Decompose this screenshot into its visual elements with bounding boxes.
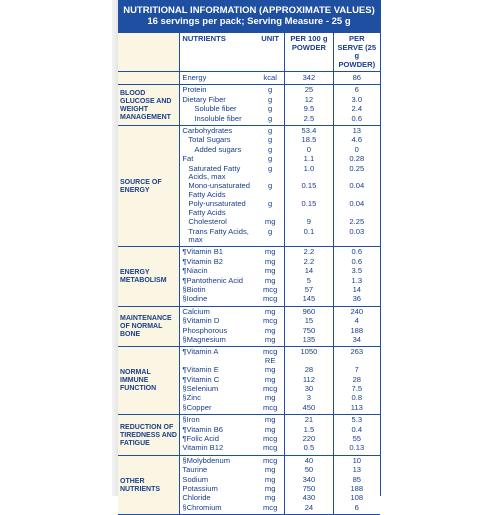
- value-per-100g: 0.5: [285, 443, 333, 455]
- value-per-serve: 10: [333, 455, 380, 465]
- energy-category-cell: [118, 72, 180, 85]
- value-per-100g: 18.5: [285, 135, 333, 144]
- value-per-100g: 2.2: [285, 257, 333, 266]
- nutrient-unit: mg: [264, 484, 276, 494]
- nutrient-unit: g: [268, 181, 273, 191]
- nutrient-name: Insoluble fiber: [180, 114, 256, 126]
- nutrient-unit: g: [268, 154, 273, 164]
- value-per-100g: 24: [285, 503, 333, 515]
- value-per-100g: 14: [285, 266, 333, 275]
- value-per-serve: 113: [333, 403, 380, 415]
- value-per-100g: 1.5: [285, 425, 333, 434]
- table-body: [118, 72, 380, 515]
- unit-column-header: UNIT: [256, 33, 285, 72]
- value-per-serve: 0.13: [333, 443, 380, 455]
- value-per-serve: 86: [333, 72, 380, 85]
- nutrient-name: Carbohydrates: [182, 126, 233, 136]
- value-per-serve: 263: [333, 347, 380, 365]
- nutrients-column-header: NUTRIENTS: [180, 33, 256, 72]
- value-per-serve: 1.3: [333, 276, 380, 285]
- nutrient-unit: mg: [264, 424, 276, 434]
- value-per-serve: 0.03: [333, 227, 380, 247]
- nutrient-name: Soluble fiber: [194, 104, 237, 114]
- nutrient-unit: mg: [264, 275, 276, 285]
- value-per-100g: 25: [285, 85, 333, 95]
- value-per-100g: 960: [285, 306, 333, 316]
- nutrient-unit: mcg: [262, 284, 278, 294]
- value-per-100g: 28: [285, 365, 333, 374]
- nutrient-unit: g: [268, 144, 273, 154]
- value-per-serve: 13: [333, 126, 380, 136]
- value-per-serve: 0.28: [333, 154, 380, 163]
- nutrient-unit: g: [256, 114, 285, 126]
- perserve-column-header: PER SERVE (25 g POWDER): [333, 33, 380, 72]
- nutrient-unit: mg: [264, 474, 276, 484]
- value-per-100g: 2.2: [285, 247, 333, 257]
- table-header-row: [118, 33, 380, 72]
- table-row: [118, 126, 380, 136]
- nutrient-name: ¶Vitamin C: [182, 374, 220, 384]
- panel-header: [118, 0, 380, 33]
- value-per-serve: 3.5: [333, 266, 380, 275]
- category-label: NORMAL IMMUNE FUNCTION: [118, 347, 180, 415]
- value-per-serve: 0.25: [333, 164, 380, 182]
- value-per-100g: 12: [285, 95, 333, 104]
- nutrient-unit: mcg: [256, 294, 285, 306]
- nutrient-unit: mcg: [256, 443, 285, 455]
- value-per-serve: 85: [333, 475, 380, 484]
- nutrient-name: Fat: [182, 154, 194, 164]
- per100-column-header: PER 100 g POWDER: [285, 33, 333, 72]
- nutrient-unit: g: [268, 104, 273, 114]
- nutrient-unit: g: [268, 85, 273, 95]
- value-per-serve: 2.25: [333, 217, 380, 226]
- value-per-serve: 0.4: [333, 425, 380, 434]
- value-per-serve: 188: [333, 484, 380, 493]
- nutrient-name: ¶Vitamin B6: [182, 424, 224, 434]
- nutrient-unit: mcg: [256, 503, 285, 515]
- value-per-100g: 57: [285, 285, 333, 294]
- value-per-100g: 220: [285, 434, 333, 443]
- nutrient-name: §Molybdenum: [182, 455, 231, 465]
- value-per-100g: 0: [285, 145, 333, 154]
- value-per-100g: 342: [285, 72, 333, 85]
- nutrient-name: §Chromium: [180, 503, 256, 515]
- nutrient-name: §Biotin: [182, 284, 206, 294]
- value-per-100g: 1.1: [285, 154, 333, 163]
- value-per-100g: 1.0: [285, 164, 333, 182]
- category-label: SOURCE OF ENERGY: [118, 126, 180, 247]
- value-per-serve: 6: [333, 85, 380, 95]
- header-serving-info: 16 servings per pack; Serving Measure - 25 g: [147, 16, 351, 27]
- nutrient-name: ¶Vitamin A: [182, 347, 219, 357]
- value-per-serve: 34: [333, 335, 380, 347]
- nutrient-unit: mg: [264, 465, 276, 475]
- nutrient-name: Energy: [180, 72, 256, 85]
- value-per-serve: 28: [333, 375, 380, 384]
- value-per-serve: 4: [333, 316, 380, 325]
- table-row: [118, 247, 380, 257]
- table-row: [118, 85, 380, 95]
- table-row: [118, 415, 380, 425]
- value-per-serve: 3.0: [333, 95, 380, 104]
- value-per-100g: 750: [285, 326, 333, 335]
- table-row: [118, 306, 380, 316]
- table-row: [118, 455, 380, 465]
- value-per-serve: 188: [333, 326, 380, 335]
- category-label: REDUCTION OF TIREDNESS AND FATIGUE: [118, 415, 180, 456]
- value-per-100g: 9: [285, 217, 333, 226]
- nutrient-unit: kcal: [256, 72, 285, 85]
- table-row: [118, 347, 380, 365]
- nutrient-unit: g: [268, 199, 273, 209]
- value-per-serve: 0.6: [333, 247, 380, 257]
- nutrient-name: §Vitamin D: [182, 316, 220, 326]
- value-per-100g: 15: [285, 316, 333, 325]
- nutrient-unit: mg: [264, 493, 276, 503]
- nutrient-name: Calcium: [182, 306, 210, 316]
- nutrient-unit: mcg: [262, 434, 278, 444]
- nutrient-name: Phosphorous: [182, 325, 228, 335]
- value-per-100g: 340: [285, 475, 333, 484]
- nutrient-unit: g: [268, 135, 273, 145]
- category-label: BLOOD GLUCOSE AND WEIGHT MANAGEMENT: [118, 85, 180, 126]
- nutrient-unit: mg: [264, 325, 276, 335]
- nutrient-unit: mcg: [256, 403, 285, 415]
- nutrient-name: Total Sugars: [188, 135, 231, 145]
- nutrient-unit: mg: [264, 247, 276, 257]
- value-per-serve: 240: [333, 306, 380, 316]
- nutrient-name: §Selenium: [182, 384, 219, 393]
- value-per-serve: 2.4: [333, 104, 380, 113]
- nutrient-name: §Iodine: [180, 294, 256, 306]
- nutrient-name: ¶Folic Acid: [182, 434, 219, 444]
- value-per-100g: 21: [285, 415, 333, 425]
- value-per-100g: 50: [285, 465, 333, 474]
- value-per-serve: 0.04: [333, 181, 380, 199]
- nutrient-name: Trans Fatty Acids, max: [180, 227, 256, 247]
- nutrient-unit: mcg RE: [262, 347, 278, 365]
- value-per-100g: 0.15: [285, 181, 333, 199]
- value-per-100g: 30: [285, 384, 333, 393]
- value-per-serve: 0.6: [333, 114, 380, 126]
- nutrient-name: §Iron: [182, 415, 200, 425]
- value-per-100g: 0.15: [285, 199, 333, 217]
- value-per-100g: 430: [285, 493, 333, 502]
- nutrient-unit: mg: [264, 393, 276, 403]
- nutrient-unit: g: [268, 94, 273, 104]
- nutrient-unit: mcg: [262, 316, 278, 326]
- nutrient-unit: mg: [264, 365, 276, 375]
- value-per-100g: 750: [285, 484, 333, 493]
- nutrient-unit: mg: [264, 217, 276, 227]
- value-per-100g: 2.5: [285, 114, 333, 126]
- value-per-serve: 14: [333, 285, 380, 294]
- value-per-serve: 7.5: [333, 384, 380, 393]
- nutrient-name: §Magnesium: [180, 335, 256, 347]
- value-per-100g: 53.4: [285, 126, 333, 136]
- category-label: MAINTENANCE OF NORMAL BONE: [118, 306, 180, 347]
- nutrient-name: Cholesterol: [188, 217, 227, 227]
- nutrient-name: Added sugars: [194, 144, 242, 154]
- value-per-100g: 40: [285, 455, 333, 465]
- value-per-serve: 4.6: [333, 135, 380, 144]
- nutrient-name: Taurine: [182, 465, 208, 475]
- nutrient-unit: mcg: [262, 384, 278, 393]
- header-title: NUTRITIONAL INFORMATION (APPROXIMATE VALUES): [123, 5, 375, 16]
- nutrient-unit: mg: [264, 306, 276, 316]
- nutrient-unit: g: [268, 126, 273, 136]
- nutrient-unit: mcg: [262, 455, 278, 465]
- value-per-serve: 13: [333, 465, 380, 474]
- nutrient-name: Mono-unsaturated Fatty Acids: [188, 181, 251, 199]
- nutrient-unit: mg: [256, 335, 285, 347]
- nutrient-name: Potassium: [182, 484, 218, 494]
- nutrient-name: Chloride: [182, 493, 211, 503]
- value-per-100g: 135: [285, 335, 333, 347]
- value-per-100g: 5: [285, 276, 333, 285]
- energy-row: [118, 72, 380, 85]
- value-per-serve: 36: [333, 294, 380, 306]
- nutrient-name: ¶Vitamin B1: [182, 247, 224, 257]
- nutrient-name: ¶Vitamin E: [182, 365, 219, 375]
- value-per-100g: 145: [285, 294, 333, 306]
- nutrition-panel: [118, 0, 381, 512]
- value-per-100g: 3: [285, 393, 333, 402]
- nutrient-name: Protein: [182, 85, 207, 95]
- nutrient-unit: g: [268, 163, 273, 173]
- value-per-serve: 5.3: [333, 415, 380, 425]
- value-per-serve: 0.8: [333, 393, 380, 402]
- nutrient-name: ¶Vitamin B2: [182, 256, 224, 266]
- value-per-serve: 0: [333, 145, 380, 154]
- value-per-100g: 9.5: [285, 104, 333, 113]
- value-per-100g: 1050: [285, 347, 333, 365]
- nutrient-name: Saturated Fatty Acids, max: [188, 163, 241, 182]
- nutrient-name: Dietary Fiber: [182, 94, 226, 104]
- nutrient-unit: mg: [264, 266, 276, 276]
- nutrient-name: ¶Niacin: [182, 266, 208, 276]
- value-per-serve: 6: [333, 503, 380, 515]
- nutrient-unit: g: [256, 227, 285, 247]
- nutrient-name: §Zinc: [182, 393, 201, 403]
- category-label: ENERGY METABOLISM: [118, 247, 180, 306]
- value-per-100g: 450: [285, 403, 333, 415]
- nutrient-name: §Copper: [180, 403, 256, 415]
- value-per-serve: 0.6: [333, 257, 380, 266]
- value-per-100g: 0.1: [285, 227, 333, 247]
- nutrient-name: Sodium: [182, 474, 209, 484]
- value-per-serve: 0.04: [333, 199, 380, 217]
- nutrient-unit: mg: [264, 256, 276, 266]
- value-per-serve: 108: [333, 493, 380, 502]
- category-label: OTHER NUTRIENTS: [118, 455, 180, 514]
- nutrient-unit: mg: [264, 415, 276, 425]
- value-per-100g: 112: [285, 375, 333, 384]
- value-per-serve: 7: [333, 365, 380, 374]
- nutrient-name: ¶Pantothenic Acid: [182, 275, 244, 285]
- nutrient-name: Poly-unsaturated Fatty Acids: [188, 199, 246, 217]
- category-column-header: [118, 33, 180, 72]
- nutrient-unit: mg: [264, 374, 276, 384]
- nutrition-table: [118, 33, 380, 515]
- value-per-serve: 55: [333, 434, 380, 443]
- nutrient-name: Vitamin B12: [180, 443, 256, 455]
